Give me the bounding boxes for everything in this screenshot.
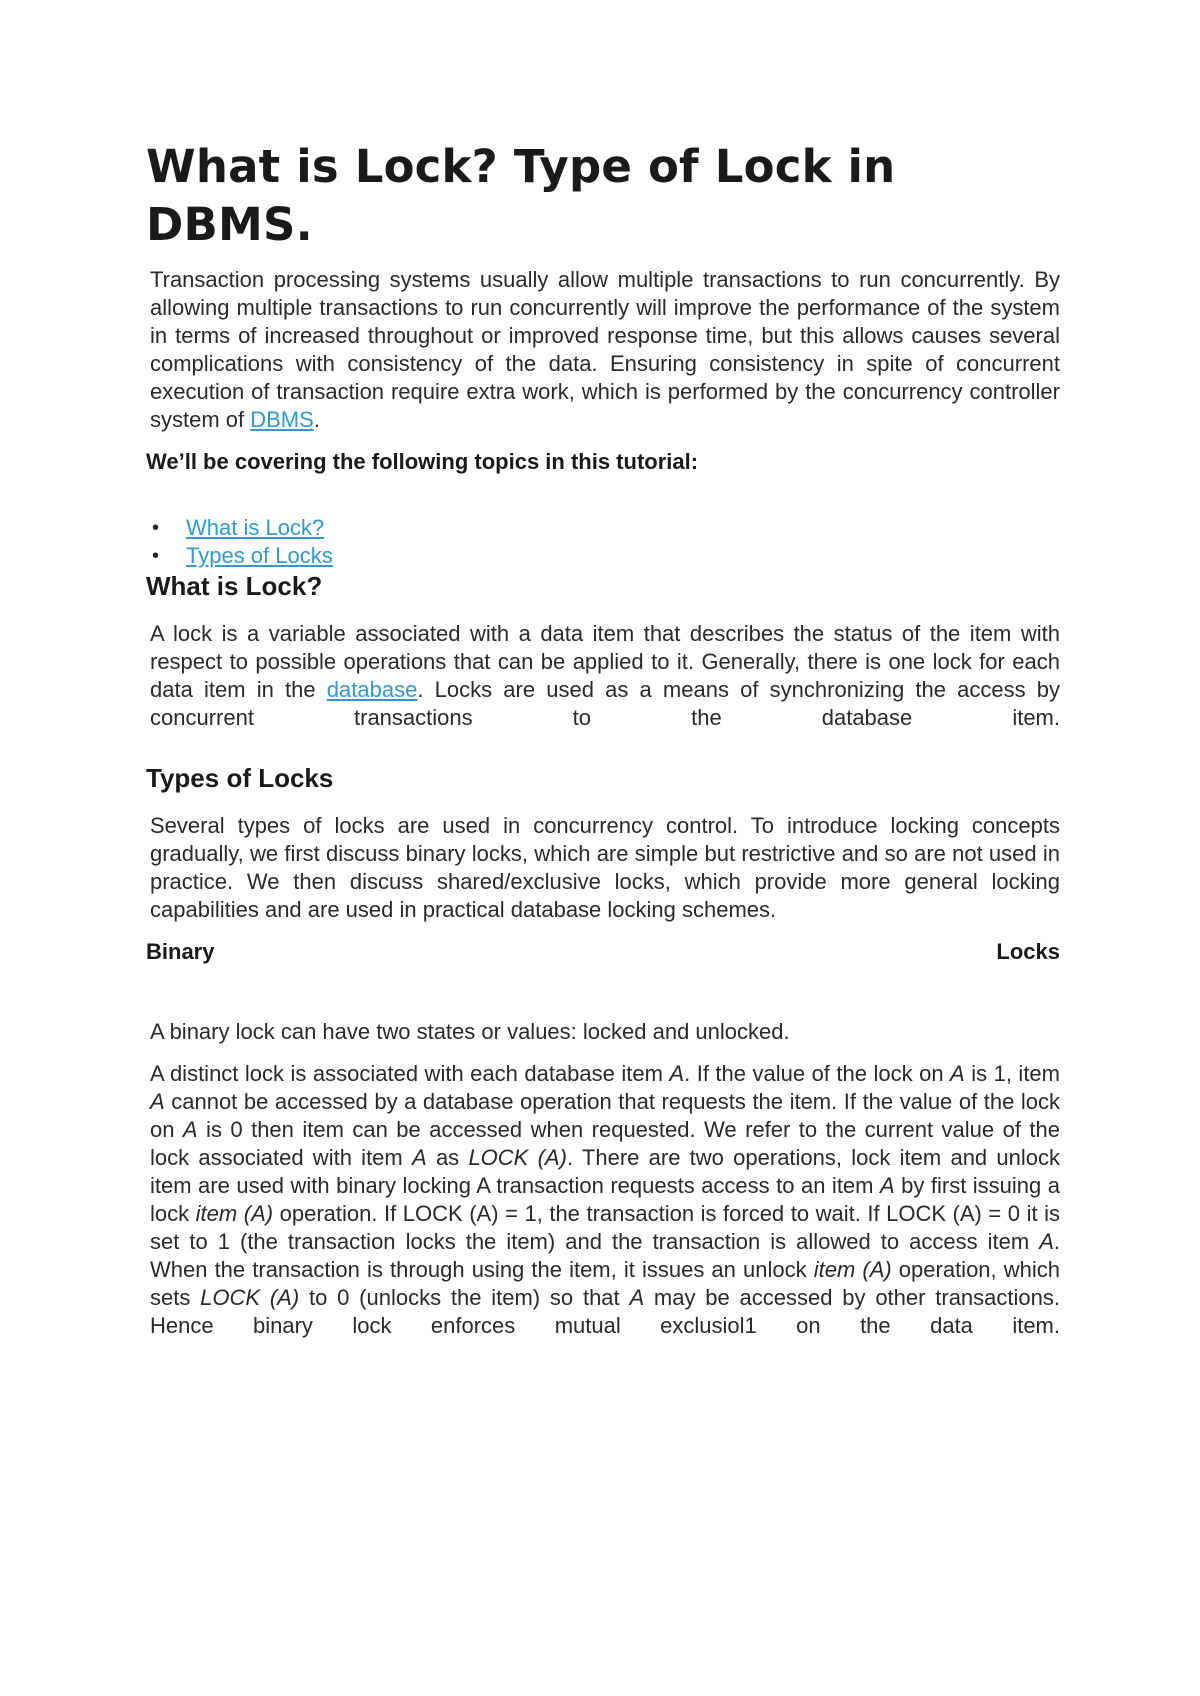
text-run: . When the transaction is through using the item, it issues an unlock (150, 1229, 1060, 1282)
item-a-italic: A (1039, 1229, 1054, 1254)
lock-a-italic: LOCK (A) (468, 1145, 567, 1170)
item-a-italic: A (879, 1173, 895, 1198)
toc-link-types-of-locks[interactable]: Types of Locks (186, 543, 333, 568)
table-of-contents (146, 514, 1060, 570)
toc-item (152, 514, 1060, 542)
item-a-italic: A (182, 1117, 198, 1142)
text-run: . There are two operations, lock item and unlock item are used with binary locking A transaction requests access to an item (150, 1145, 1061, 1198)
toc-item (152, 542, 1060, 570)
database-link[interactable]: database (326, 677, 418, 702)
bullet-icon: • (152, 545, 160, 567)
item-a-italic: A (950, 1061, 965, 1086)
document-page (146, 138, 1060, 1354)
types-of-locks-paragraph: Several types of locks are used in concurrency control. To introduce locking concepts gradually, we first discuss binary locks, which are simple but restrictive and so are not used in practice. We then discuss shared/exclusive locks, which provide more general locking capabilities and are used in practical database locking schemes. (150, 813, 1060, 922)
intro-end: . (313, 407, 320, 432)
text-run: A distinct lock is associated with each database item (150, 1061, 670, 1086)
what-is-lock-paragraph (150, 620, 1060, 732)
item-a-italic: A (629, 1285, 645, 1310)
binary-word: Binary (146, 939, 215, 964)
text-run: operation, which sets (150, 1257, 1061, 1310)
text-run: cannot be accessed by a database operation that requests the item. If the value of the lock on (150, 1089, 1060, 1142)
dbms-link[interactable]: DBMS (250, 407, 314, 432)
item-a-operation-italic: item (A) (195, 1201, 274, 1226)
intro-paragraph (150, 266, 1060, 434)
item-a-italic: A (150, 1089, 165, 1114)
locks-word: Locks (996, 939, 1060, 964)
text-run: by first issuing a lock (150, 1173, 1061, 1226)
section-heading-what-is-lock: What is Lock? (146, 571, 323, 601)
text-run: is 1, item (964, 1061, 1060, 1086)
item-a-italic: A (412, 1145, 427, 1170)
what-is-lock-text-end: . Locks are used as a means of synchronizing the access by concurrent transactions to the database item. (150, 677, 1060, 730)
item-a-italic: A (669, 1061, 685, 1086)
text-run: . If the value of the lock on (684, 1061, 951, 1086)
text-run: to 0 (unlocks the item) so that (299, 1285, 630, 1310)
binary-locks-heading (146, 938, 1060, 966)
section-heading-types-of-locks: Types of Locks (146, 763, 334, 793)
binary-lock-states-paragraph: A binary lock can have two states or values: locked and unlocked. (150, 1019, 790, 1044)
text-run: as (426, 1145, 469, 1170)
toc-link-what-is-lock[interactable]: What is Lock? (186, 515, 325, 540)
text-run: is 0 then item can be accessed when requested. We refer to the current value of the lock associated with item (150, 1117, 1060, 1170)
lock-a-italic: LOCK (A) (200, 1285, 300, 1310)
item-a-operation-italic: item (A) (813, 1257, 892, 1282)
bullet-icon: • (152, 517, 160, 539)
intro-text: Transaction processing systems usually allow multiple transactions to run concurrently. By allowing multiple transactions to run concurrently will improve the performance of the system in terms of increased throughout or improved response time, but this allows causes several complications with consistency of the data. Ensuring consistency in spite of concurrent execution of transaction require extra work, which is performed by the concurrency controller system of (150, 267, 1060, 432)
binary-lock-detail-paragraph (150, 1060, 1060, 1340)
page-title: What is Lock? Type of Lock in DBMS. (146, 140, 896, 251)
covering-heading: We’ll be covering the following topics in this tutorial: (146, 449, 699, 474)
text-run: may be accessed by other transactions. Hence binary lock enforces mutual exclusiol1 on the data item. (150, 1285, 1060, 1338)
text-run: operation. If LOCK (A) = 1, the transaction is forced to wait. If LOCK (A) = 0 it is set to 1 (the transaction locks the item) and the transaction is allowed to access item (150, 1201, 1060, 1254)
what-is-lock-text: A lock is a variable associated with a data item that describes the status of the item with respect to possible operations that can be applied to it. Generally, there is one lock for each data item in the (150, 621, 1060, 702)
